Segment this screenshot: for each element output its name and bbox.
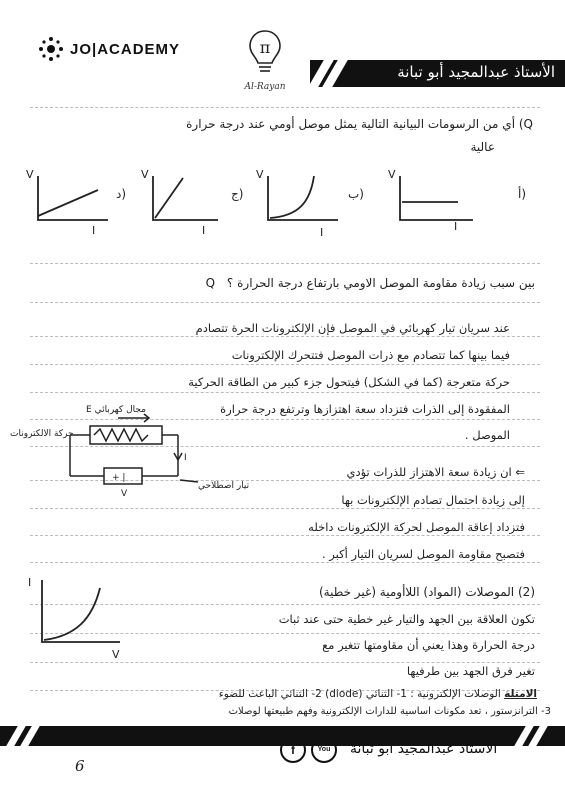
question1-graphs	[18, 168, 548, 240]
section2-heading	[319, 585, 535, 599]
question2-text: بين سبب زيادة مقاومة الموصل الاومي بارتفاع درجة الحرارة ؟	[226, 276, 535, 290]
ruled-line	[30, 392, 540, 393]
conclusion-line: فتصبح مقاومة الموصل لسريان التيار أكبر .	[322, 547, 525, 561]
voltage-pointer	[180, 480, 198, 482]
question1-label: Q)	[518, 117, 533, 131]
field-label: E مجال كهربائي	[86, 405, 146, 415]
option-b-label: ب)	[348, 187, 364, 201]
axis-i-label: I	[320, 226, 324, 239]
jo-academy-logo	[38, 36, 180, 62]
ruled-line	[30, 263, 540, 264]
axis-v-label: V	[388, 168, 396, 181]
axis-v-label: V	[256, 168, 264, 181]
graph-d-axes	[38, 176, 108, 220]
examples-line1	[219, 688, 537, 700]
axis-v-label: V	[141, 168, 149, 181]
current-direction-label: تيار اصطلاحي	[198, 481, 250, 491]
examples-line2: 3- الترانزستور ، تعد مكونات اساسية للدارات الإلكترونية وفهم طبيعتها لوصلات	[228, 706, 551, 717]
facebook-icon[interactable]: f	[280, 737, 306, 763]
lightbulb-icon	[247, 28, 283, 78]
section2-line: تكون العلاقة بين الجهد والتيار غير خطية حتى عند ثبات	[278, 612, 535, 626]
page-number: 6	[75, 757, 85, 775]
ruled-line	[30, 107, 540, 108]
footer-teacher-name: الأستاذ عبدالمجيد أبو تبانة	[350, 741, 498, 757]
axis-i-label: I	[92, 224, 96, 237]
axis-v-label: V	[112, 648, 120, 661]
circuit-diagram	[8, 398, 278, 498]
electron-path-label: حركة الالكترونات	[10, 429, 74, 439]
question2-line	[206, 276, 535, 290]
answer-line: فيما بينها كما تتصادم مع ذرات الموصل فتتحرك الإلكترونات	[231, 348, 510, 362]
section2-title: الموصلات (المواد) اللاأومية (غير خطية)	[318, 585, 515, 599]
section2-line: درجة الحرارة وهذا يعني أن مقاومتها تتغير مع	[322, 638, 535, 652]
atom-icon	[38, 36, 64, 62]
nonohmic-graph	[20, 570, 130, 662]
question1-line1	[186, 117, 533, 131]
option-c-label: ج)	[231, 187, 244, 201]
question1-line2: عالية	[470, 140, 495, 154]
brand-name: JO|ACADEMY	[70, 40, 181, 58]
graph-c-axes	[153, 176, 218, 220]
answer-line: عند سريان تيار كهربائي في الموصل فإن الإلكترونات الحرة تتصادم	[195, 321, 510, 335]
ruled-line	[30, 336, 540, 337]
conductor-body	[90, 426, 162, 444]
header-teacher-name: الأستاذ عبدالمجيد أبو تبانة	[397, 63, 555, 81]
graph-c-line	[155, 178, 183, 218]
axis-i-label: I	[202, 224, 206, 237]
option-a-label: أ)	[518, 187, 527, 201]
ruled-line	[30, 302, 540, 303]
graph-a-axes	[400, 176, 473, 220]
electron-zigzag	[94, 429, 148, 441]
axis-v-label: V	[26, 168, 34, 181]
graph-d-line	[38, 190, 98, 216]
youtube-icon[interactable]: You	[311, 737, 337, 763]
al-rayan-logo	[240, 28, 290, 98]
answer-line: حركة متعرجة (كما في الشكل) فيتحول جزء كبير من الطاقة الحركية	[188, 375, 510, 389]
answer-line: الموصل .	[464, 428, 510, 442]
current-label: I	[184, 453, 187, 463]
conclusion-line: فتزداد إعاقة الموصل لحركة الإلكترونات داخله	[308, 520, 525, 534]
option-d-label: د)	[116, 187, 127, 201]
conclusion-line: إلى زيادة احتمال تصادم الإلكترونات بها	[341, 493, 525, 507]
graph-b-curve	[270, 176, 314, 218]
ruled-line	[30, 662, 540, 663]
ruled-line	[30, 562, 540, 563]
examples-label: الامثلة	[504, 688, 537, 700]
nonohmic-graph-axes	[42, 580, 120, 642]
voltage-label: V	[121, 489, 128, 498]
ruled-line	[30, 535, 540, 536]
battery-label: + |	[112, 473, 126, 483]
examples-text1: الوصلات الإلكترونية : 1- الثنائي (diode) 2- الثنائي الباعث للضوء	[218, 688, 501, 700]
ruled-line	[30, 508, 540, 509]
question1-text: أي من الرسومات البيانية التالية يمثل موصل أومي عند درجة حرارة	[186, 117, 516, 131]
question2-label: Q	[205, 276, 216, 290]
section2-line: تغير فرق الجهد بين طرفيها	[406, 664, 535, 678]
nonohmic-graph-curve	[44, 588, 100, 640]
axis-i-label: I	[28, 576, 32, 589]
ruled-line	[30, 364, 540, 365]
axis-i-label: I	[454, 220, 458, 233]
logo-script-text: Al-Rayan	[244, 82, 286, 92]
conclusion-line: ⇐ ان زيادة سعة الاهتزاز للذرات تؤدي	[346, 465, 525, 479]
answer-line: المفقودة إلى الذرات فتزداد سعة اهتزازها وترتفع درجة حرارة	[220, 402, 510, 416]
graph-b-axes	[268, 176, 338, 220]
section2-number: (2)	[517, 585, 535, 599]
pi-symbol: π	[259, 38, 271, 57]
